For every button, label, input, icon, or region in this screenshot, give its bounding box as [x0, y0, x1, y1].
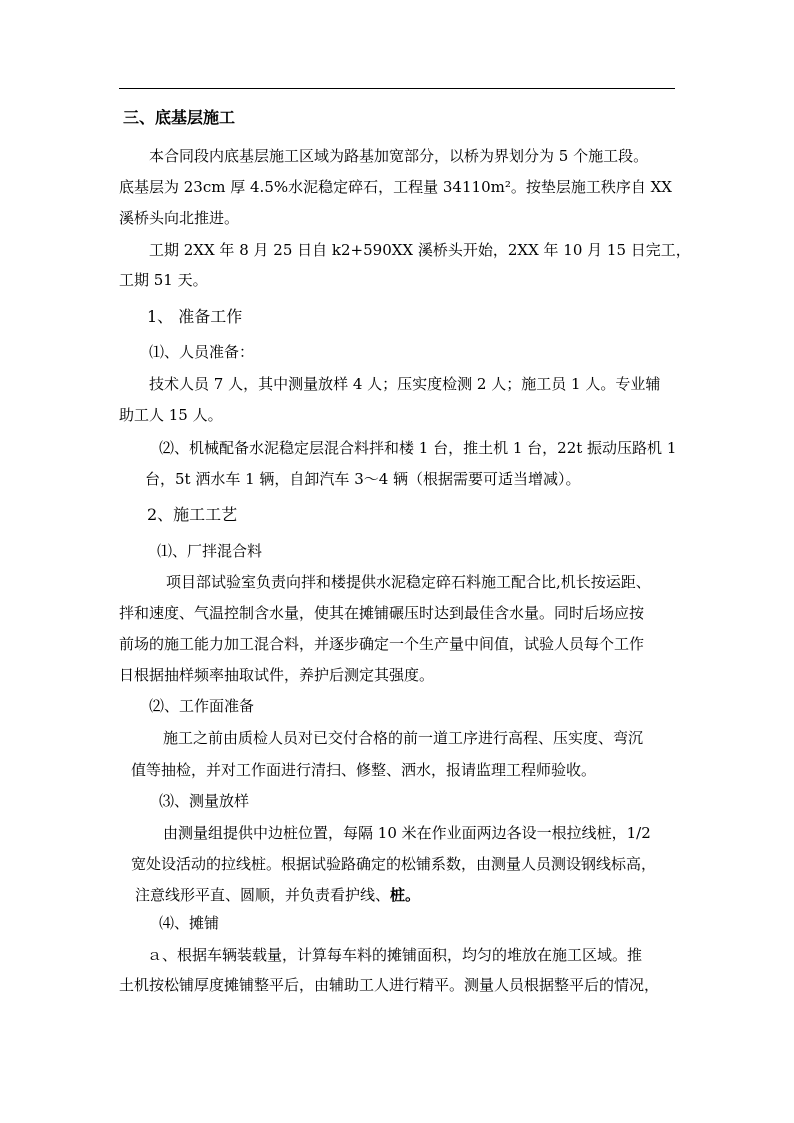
text-line: 溪桥头向北推进。 [119, 209, 240, 227]
text-line: 宽处设活动的拉线桩。根据试验路确定的松铺系数，由测量人员测设钢线标高， [131, 855, 657, 873]
text-line: ⑵、机械配备水泥稳定层混合料拌和楼 1 台，推土机 1 台，22t 振动压路机 1 [159, 439, 677, 457]
prep-heading: 1、 准备工作 [147, 307, 243, 326]
text-line: 由测量组提供中边桩位置，每隔 10 米在作业面两边各设一根拉线桩，1/2 [163, 824, 651, 842]
text-line: 台，5t 洒水车 1 辆，自卸汽车 3～4 辆（根据需要可适当增减）。 [145, 470, 581, 488]
spreading-heading: ⑷、摊铺 [159, 914, 220, 932]
survey-line-bold-text: 桩。 [390, 886, 421, 904]
text-line: 拌和速度、气温控制含水量，使其在摊铺碾压时达到最佳含水量。同时后场应按 [119, 604, 645, 622]
section-title: 三、底基层施工 [123, 108, 236, 127]
text-line: 值等抽检，并对工作面进行清扫、修整、洒水，报请监理工程师验收。 [131, 761, 597, 779]
process-heading: 2、施工工艺 [147, 505, 238, 524]
text-line: 前场的施工能力加工混合料，并逐步确定一个生产量中间值，试验人员每个工作 [119, 635, 645, 653]
header-rule [119, 88, 675, 89]
mixing-heading: ⑴、厂拌混合料 [157, 542, 263, 560]
text-line: ａ、根据车辆装载量，计算每车料的摊铺面积，均匀的堆放在施工区域。推 [147, 946, 643, 964]
text-line: 项目部试验室负责向拌和楼提供水泥稳定碎石料施工配合比,机长按运距、 [166, 573, 651, 591]
text-line: 底基层为 23cm 厚 4.5%水泥稳定碎石，工程量 34110m²。按垫层施工秩序自 XX [119, 178, 672, 196]
survey-heading: ⑶、测量放样 [159, 792, 250, 810]
surface-heading: ⑵、工作面准备 [149, 697, 255, 715]
text-line: 工期 51 天。 [119, 271, 208, 289]
text-line [135, 885, 420, 905]
personnel-heading: ⑴、人员准备： [149, 343, 255, 361]
text-line: 技术人员 7 人，其中测量放样 4 人；压实度检测 2 人；施工员 1 人。专业辅 [149, 375, 661, 393]
text-line: 本合同段内底基层施工区域为路基加宽部分，以桥为界划分为 5 个施工段。 [149, 147, 649, 165]
text-line: 日根据抽样频率抽取试件，养护后测定其强度。 [119, 666, 435, 684]
text-line: 工期 2XX 年 8 月 25 日自 k2+590XX 溪桥头开始，2XX 年 10 月 15 日完工， [149, 241, 691, 259]
text-line: 助工人 15 人。 [119, 406, 223, 424]
survey-line-text: 注意线形平直、圆顺，并负责看护线、 [135, 886, 391, 904]
text-line: 土机按松铺厚度摊铺整平后，由辅助工人进行精平。测量人员根据整平后的情况， [119, 976, 660, 994]
text-line: 施工之前由质检人员对已交付合格的前一道工序进行高程、压实度、弯沉 [163, 729, 644, 747]
